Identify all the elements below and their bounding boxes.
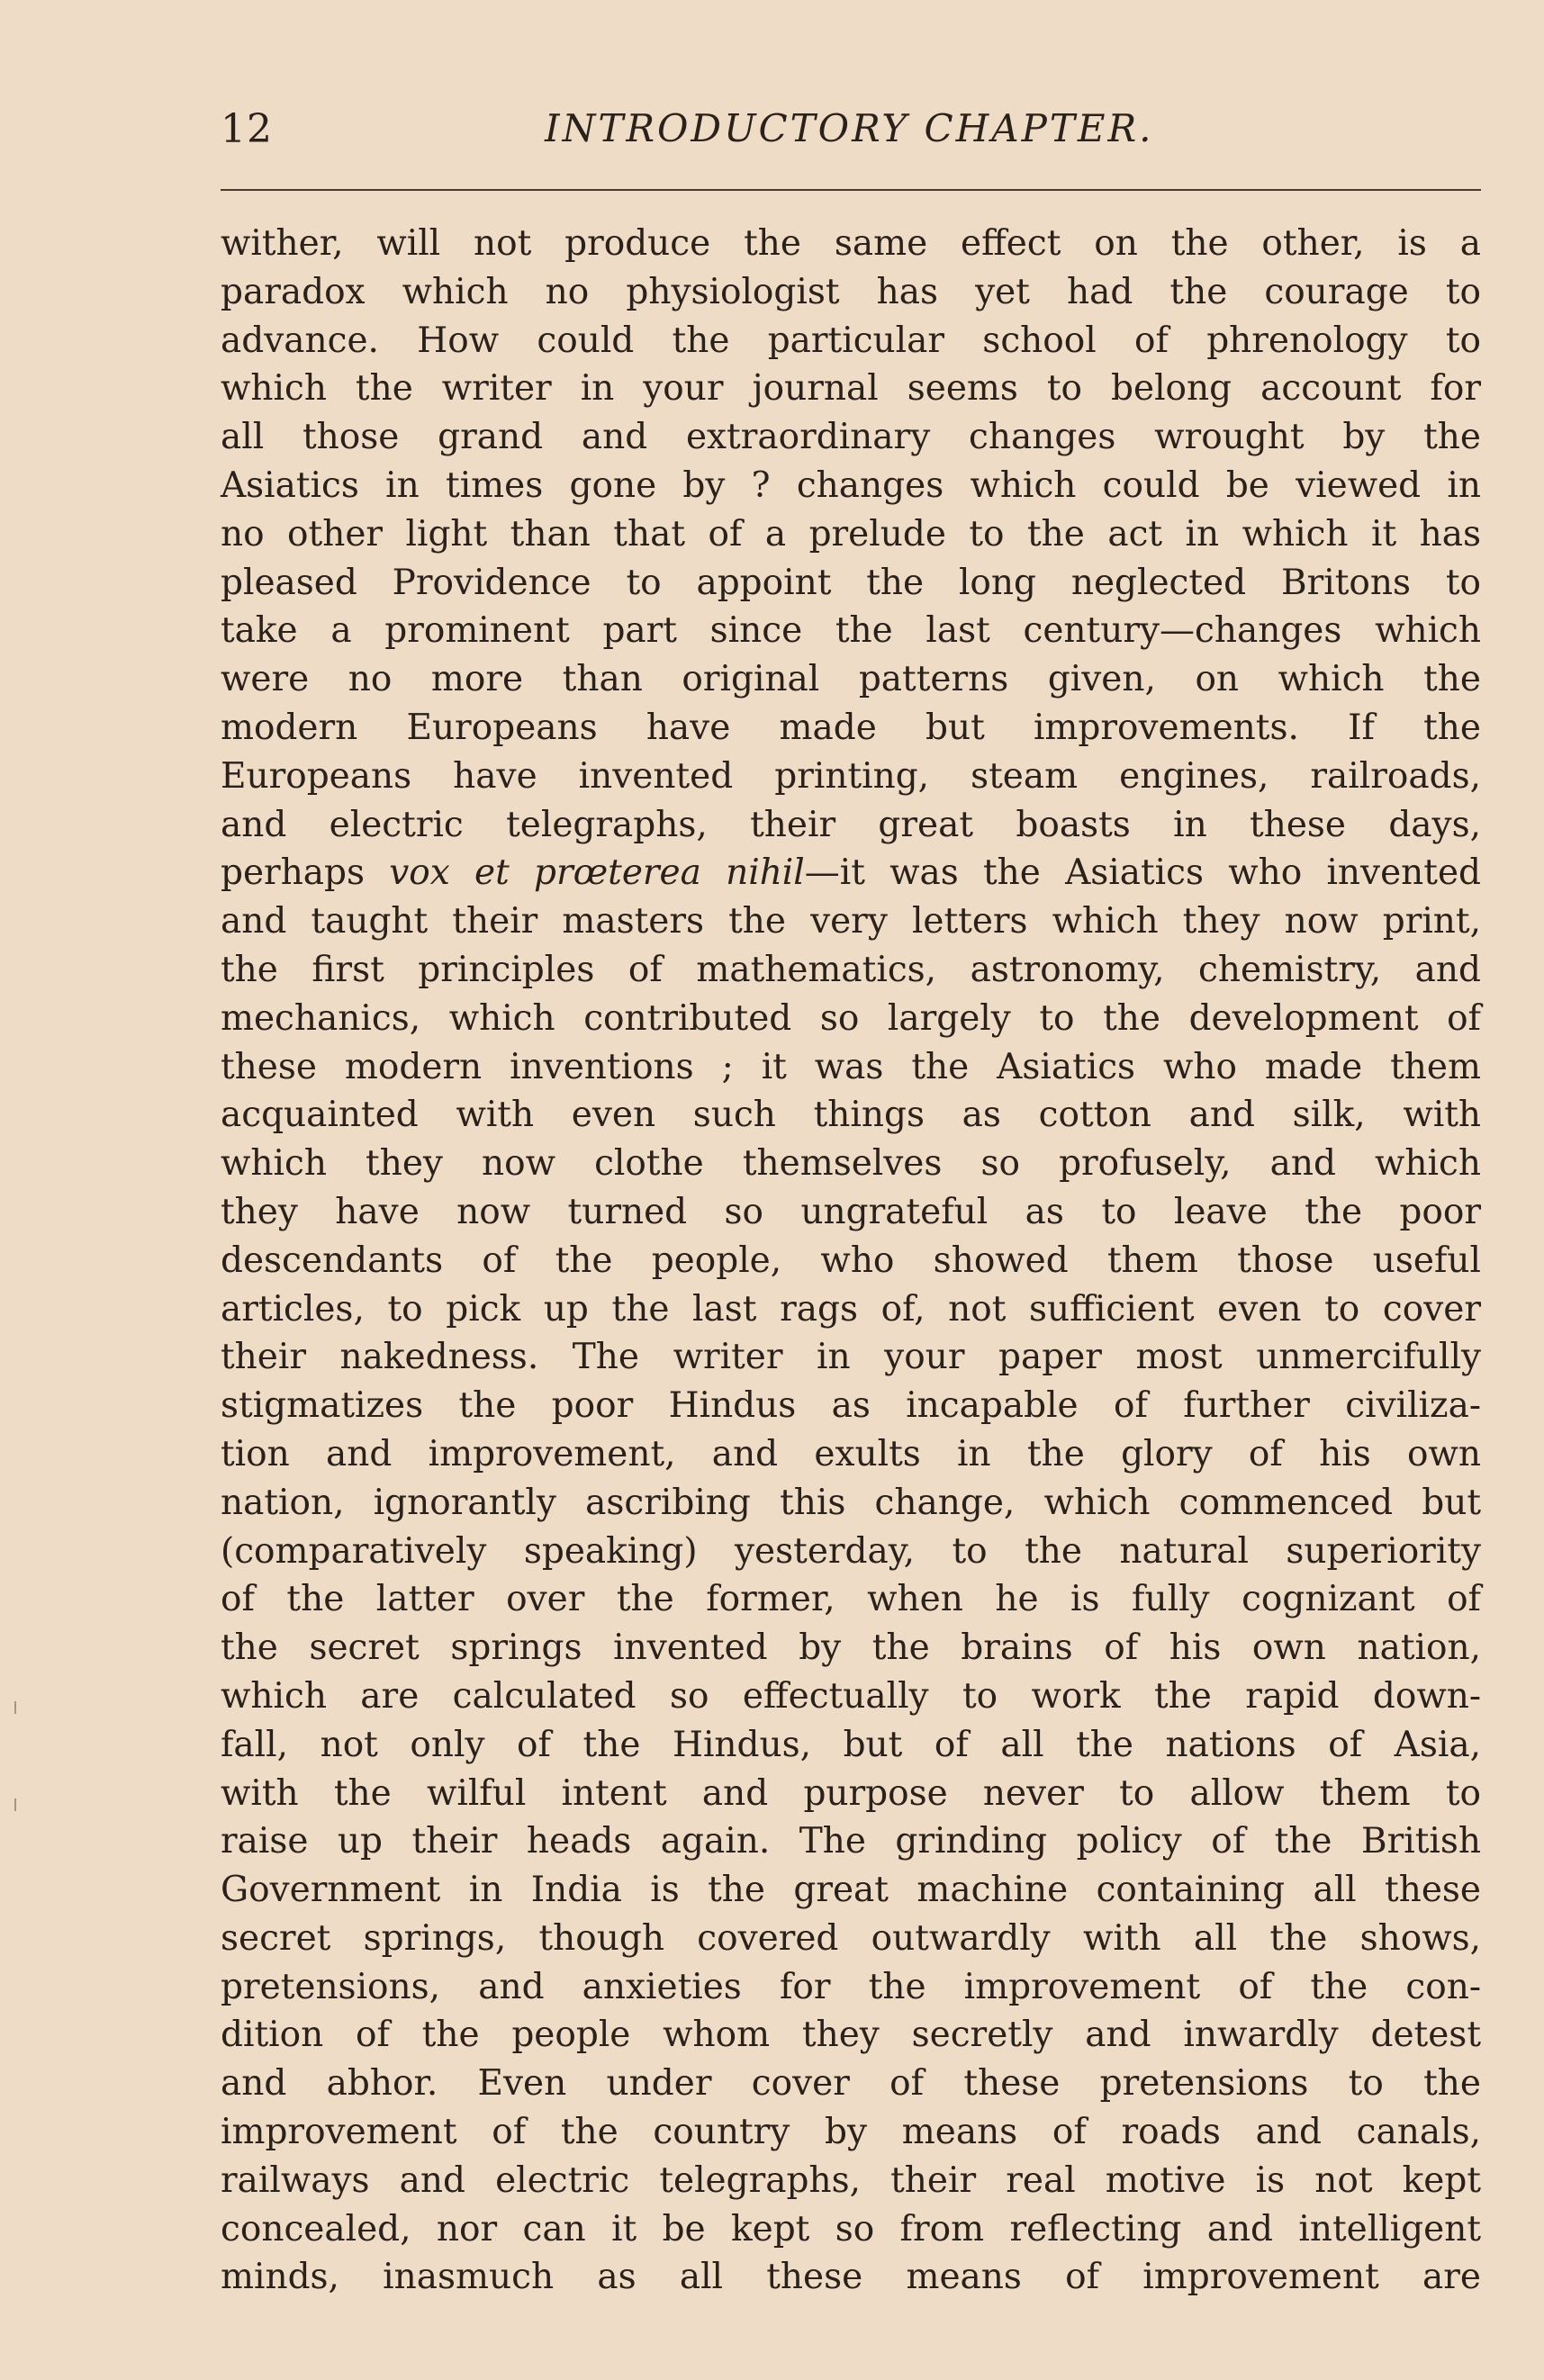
text-line: (comparatively speaking) yesterday, to the natural superiority (221, 1530, 1481, 1572)
text-line: Asiatics in times gone by ? changes which could be viewed in (221, 464, 1481, 506)
text-line: concealed, nor can it be kept so from reflecting and intelligent (221, 2208, 1481, 2249)
text-line: no other light than that of a prelude to the act in which it has (221, 513, 1481, 554)
text-line: and taught their masters the very letters which they now print, (221, 901, 1481, 942)
text-line: fall, not only of the Hindus, but of all the nations of Asia, (221, 1724, 1481, 1765)
text-line: descendants of the people, who showed them those useful (221, 1240, 1481, 1281)
text-line: which they now clothe themselves so profusely, and which (221, 1143, 1481, 1185)
text-line: Government in India is the great machine containing all these (221, 1870, 1481, 1911)
running-title: INTRODUCTORY CHAPTER. (545, 106, 1154, 150)
text-line: improvement of the country by means of roads and canals, (221, 2112, 1481, 2153)
text-line: take a prominent part since the last century—changes which (221, 610, 1481, 652)
margin-mark (14, 1799, 16, 1811)
text-line: of the latter over the former, when he is fully cognizant of (221, 1579, 1481, 1620)
text-line: and abhor. Even under cover of these pretensions to the (221, 2063, 1481, 2105)
line-prefix: perhaps (221, 852, 390, 894)
page-header (221, 106, 1481, 160)
text-line: advance. How could the particular school of phrenology to (221, 320, 1481, 361)
margin-mark (14, 1701, 16, 1714)
text-line: they have now turned so ungrateful as to leave the poor (221, 1191, 1481, 1232)
text-line: stigmatizes the poor Hindus as incapable of further civiliza- (221, 1385, 1481, 1427)
text-line-with-latin (221, 849, 1481, 897)
text-line: the first principles of mathematics, astronomy, chemistry, and (221, 949, 1481, 990)
text-line: the secret springs invented by the brains of his own nation, (221, 1627, 1481, 1669)
text-line: pleased Providence to appoint the long neglected Britons to (221, 562, 1481, 603)
text-line: which the writer in your journal seems to belong account for (221, 368, 1481, 410)
text-line: secret springs, though covered outwardly with all the shows, (221, 1917, 1481, 1959)
text-line: with the wilful intent and purpose never to allow them to (221, 1772, 1481, 1814)
text-line: paradox which no physiologist has yet had the courage to (221, 271, 1481, 312)
text-line: which are calculated so effectually to work the rapid down- (221, 1675, 1481, 1717)
text-line: these modern inventions ; it was the Asiatics who made them (221, 1046, 1481, 1087)
text-line: and electric telegraphs, their great boasts in these days, (221, 804, 1481, 845)
text-line: acquainted with even such things as cotton and silk, with (221, 1095, 1481, 1136)
text-line: tion and improvement, and exults in the glory of his own (221, 1433, 1481, 1474)
text-line: mechanics, which contributed so largely to the development of (221, 997, 1481, 1039)
text-line: their nakedness. The writer in your paper most unmercifully (221, 1337, 1481, 1378)
text-line: articles, to pick up the last rags of, not sufficient even to cover (221, 1288, 1481, 1330)
line-suffix: —it was the Asiatics who invented (804, 852, 1481, 894)
text-line: wither, will not produce the same effect on the other, is a (221, 223, 1481, 264)
text-line: pretensions, and anxieties for the improvement of the con- (221, 1966, 1481, 2007)
text-line: raise up their heads again. The grinding policy of the British (221, 1821, 1481, 1862)
text-line: modern Europeans have made but improvements. If the (221, 707, 1481, 748)
text-line: minds, inasmuch as all these means of improvement are (221, 2257, 1481, 2298)
text-line: nation, ignorantly ascribing this change, which commenced but (221, 1482, 1481, 1523)
text-line: all those grand and extraordinary changes wrought by the (221, 417, 1481, 458)
text-line: Europeans have invented printing, steam engines, railroads, (221, 755, 1481, 797)
latin-phrase: vox et prœterea nihil (389, 852, 805, 894)
text-line: were no more than original patterns given, on which the (221, 659, 1481, 700)
text-line: railways and electric telegraphs, their real motive is not kept (221, 2159, 1481, 2201)
page-number: 12 (221, 106, 273, 152)
body-text (221, 220, 1481, 2302)
text-line: dition of the people whom they secretly and inwardly detest (221, 2015, 1481, 2056)
header-rule (221, 189, 1481, 191)
